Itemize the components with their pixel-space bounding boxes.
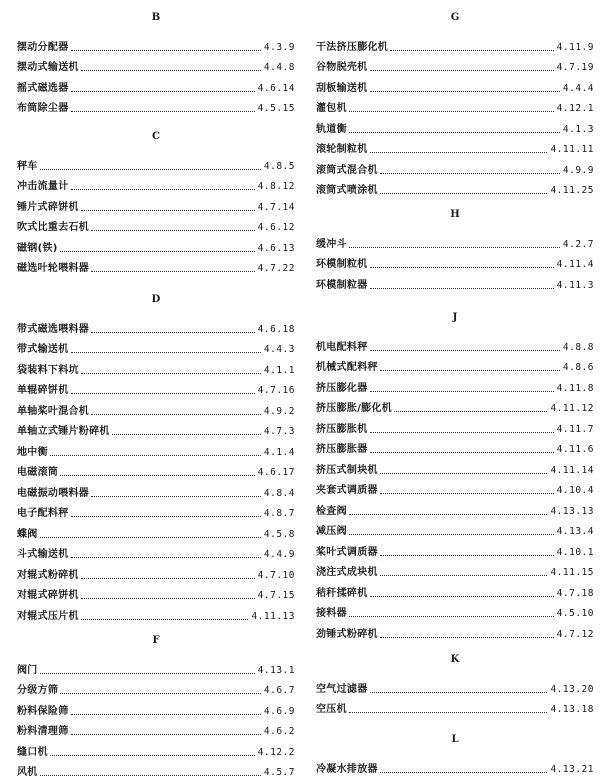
entry-term: 阀门 <box>17 664 38 676</box>
entry-term: 挤压膨化器 <box>316 382 368 394</box>
dot-leader <box>370 452 554 453</box>
entry-term: 带式输送机 <box>17 344 69 355</box>
dot-leader <box>71 393 255 394</box>
dot-leader <box>370 152 548 153</box>
entry-section-number: 4.13.4 <box>556 526 594 537</box>
index-entry <box>17 656 295 677</box>
entry-section-number: 4.8.6 <box>562 362 594 373</box>
dot-leader <box>380 575 548 576</box>
entry-term: 对辊式碎饼机 <box>17 590 79 601</box>
entry-term: 环模制粒器 <box>316 279 368 291</box>
entry-section-number: 4.1.1 <box>263 364 295 376</box>
entry-section-number: 4.6.14 <box>257 82 295 94</box>
index-section-l <box>316 733 594 776</box>
index-entry <box>17 173 295 194</box>
entry-term: 对辊式压片机 <box>17 610 79 622</box>
entry-term: 检查阀 <box>316 505 347 517</box>
dot-leader <box>81 598 255 599</box>
entry-section-number: 4.4.4 <box>562 82 594 94</box>
entry-term: 缓冲斗 <box>316 238 347 250</box>
dot-leader <box>71 50 261 51</box>
index-entry <box>316 95 594 116</box>
index-entry <box>17 759 295 780</box>
entry-term: 电磁振动喂料器 <box>17 487 90 499</box>
entry-term: 袋装料下料坑 <box>17 364 79 376</box>
dot-leader <box>380 193 548 194</box>
index-entry <box>316 675 594 696</box>
dot-leader <box>50 755 255 756</box>
entry-section-number: 4.11.12 <box>550 403 594 414</box>
entry-term: 挤压膨胀器 <box>316 444 368 455</box>
index-entry <box>17 152 295 173</box>
entry-term: 秤车 <box>17 160 38 172</box>
entry-section-number: 4.6.13 <box>257 242 295 254</box>
dot-leader <box>91 230 255 231</box>
index-entry <box>17 54 295 75</box>
entry-term: 电磁滚筒 <box>17 467 59 478</box>
dot-leader <box>81 70 261 71</box>
entry-term: 蝶阀 <box>17 528 38 540</box>
entry-term: 挤压膨胀/膨化机 <box>316 403 393 414</box>
entry-term: 滚筒式喷涂机 <box>316 185 378 196</box>
dot-leader <box>349 712 548 713</box>
index-section-b <box>17 11 295 115</box>
index-entry <box>17 315 295 336</box>
entry-section-number: 4.7.12 <box>556 628 594 640</box>
entry-section-number: 4.12.2 <box>257 746 295 758</box>
index-entry <box>17 95 295 116</box>
entry-section-number: 4.11.4 <box>556 259 594 270</box>
index-entry <box>316 456 594 477</box>
index-entry <box>17 193 295 214</box>
index-entry <box>316 251 594 272</box>
entry-section-number: 4.7.22 <box>257 263 295 274</box>
dot-leader <box>40 169 261 170</box>
entry-section-number: 4.9.9 <box>562 164 594 176</box>
dot-leader <box>349 111 554 112</box>
section-letter-heading: J <box>452 312 458 323</box>
entry-term: 秸秆揉碎机 <box>316 587 368 599</box>
dot-leader <box>380 555 554 556</box>
index-entry <box>316 755 594 776</box>
dot-leader <box>370 288 554 289</box>
dot-leader <box>380 173 560 174</box>
index-section-c <box>17 130 295 275</box>
index-entry <box>316 271 594 292</box>
entry-section-number: 4.6.7 <box>263 685 295 696</box>
dot-leader <box>40 537 261 538</box>
entry-term: 冲击流量计 <box>17 181 69 192</box>
index-section-k <box>316 653 594 716</box>
entry-term: 机电配料秤 <box>316 341 368 353</box>
dot-leader <box>394 411 547 412</box>
dot-leader <box>60 251 255 252</box>
entry-section-number: 4.5.8 <box>263 528 295 540</box>
dot-leader <box>71 557 261 558</box>
index-entry <box>316 518 594 539</box>
dot-leader <box>71 91 255 92</box>
dot-leader <box>380 473 548 474</box>
index-entry <box>316 600 594 621</box>
entry-section-number: 4.7.16 <box>257 385 295 396</box>
index-entry <box>316 54 594 75</box>
entry-section-number: 4.3.9 <box>263 41 295 53</box>
entry-term: 粉料保险筛 <box>17 705 69 717</box>
entry-term: 灌包机 <box>316 103 347 114</box>
entry-term: 桨叶式调质器 <box>316 546 378 558</box>
entry-term: 接料器 <box>316 608 347 619</box>
index-entry <box>316 136 594 157</box>
dot-leader <box>40 673 255 674</box>
entry-term: 磁选叶轮喂料器 <box>17 263 90 274</box>
dot-leader <box>370 350 560 351</box>
entry-section-number: 4.11.15 <box>550 567 594 578</box>
index-entry <box>316 74 594 95</box>
dot-leader <box>349 514 548 515</box>
entry-term: 减压阀 <box>316 526 347 537</box>
entry-term: 磁钢(铁) <box>17 242 58 254</box>
dot-leader <box>349 616 554 617</box>
entry-term: 挤压式制块机 <box>316 464 378 476</box>
entry-section-number: 4.1.4 <box>263 446 295 458</box>
entry-term: 对辊式粉碎机 <box>17 569 79 581</box>
entry-section-number: 4.12.1 <box>556 103 594 114</box>
entry-section-number: 4.11.13 <box>251 610 295 622</box>
section-letter-heading: C <box>152 131 160 142</box>
entry-term: 空气过滤器 <box>316 683 368 695</box>
entry-term: 干法挤压膨化机 <box>316 41 389 53</box>
dot-leader <box>60 475 254 476</box>
index-entry <box>17 459 295 480</box>
entry-term: 带式磁选喂料器 <box>17 323 90 335</box>
entry-section-number: 4.6.2 <box>263 726 295 737</box>
index-entry <box>316 156 594 177</box>
index-entry <box>17 336 295 357</box>
index-section-d <box>17 293 295 623</box>
entry-section-number: 4.11.14 <box>550 464 594 476</box>
dot-leader <box>81 578 255 579</box>
section-letter-heading: H <box>450 209 460 220</box>
entry-term: 摆动分配器 <box>17 41 69 53</box>
index-entry <box>316 230 594 251</box>
index-entry <box>17 377 295 398</box>
entry-term: 电子配料秤 <box>17 508 69 519</box>
entry-term: 地中衡 <box>17 446 48 458</box>
index-entry <box>17 677 295 698</box>
entry-section-number: 4.5.10 <box>556 608 594 619</box>
dot-leader <box>380 772 548 773</box>
entry-term: 滚轮制粒机 <box>316 144 368 155</box>
entry-term: 谷物脱壳机 <box>316 62 368 73</box>
dot-leader <box>380 370 560 371</box>
entry-term: 挤压膨胀机 <box>316 423 368 435</box>
index-entry <box>17 561 295 582</box>
index-entry <box>17 356 295 377</box>
dot-leader <box>71 516 261 517</box>
section-letter-heading: D <box>151 294 161 305</box>
entry-term: 斗式输送机 <box>17 549 69 560</box>
index-entry <box>17 738 295 759</box>
entry-section-number: 4.6.9 <box>263 705 295 717</box>
index-entry <box>17 397 295 418</box>
index-entry <box>316 333 594 354</box>
index-entry <box>17 33 295 54</box>
entry-section-number: 4.7.19 <box>556 62 594 73</box>
entry-term: 轨道衡 <box>316 123 347 135</box>
section-letter-heading: B <box>151 12 161 23</box>
dot-leader <box>40 775 261 776</box>
dot-leader <box>370 692 548 693</box>
entry-section-number: 4.10.4 <box>556 485 594 496</box>
entry-term: 风机 <box>17 767 38 778</box>
index-entry <box>17 418 295 439</box>
index-entry <box>17 500 295 521</box>
entry-term: 机械式配料秤 <box>316 362 378 373</box>
entry-section-number: 4.8.8 <box>562 341 594 353</box>
entry-term: 单辊碎饼机 <box>17 385 69 396</box>
dot-leader <box>91 496 261 497</box>
section-letter-heading: G <box>450 12 460 23</box>
index-section-g <box>316 11 594 197</box>
index-entry <box>316 696 594 717</box>
entry-section-number: 4.4.9 <box>263 549 295 560</box>
entry-section-number: 4.2.7 <box>562 238 594 250</box>
index-entry <box>316 395 594 416</box>
entry-term: 冷凝水排放器 <box>316 763 378 775</box>
entry-section-number: 4.9.2 <box>263 405 295 417</box>
entry-term: 夹套式调质器 <box>316 485 378 496</box>
entry-term: 环模制粒机 <box>316 259 368 270</box>
entry-section-number: 4.6.17 <box>257 467 295 478</box>
entry-term: 缝口机 <box>17 746 48 758</box>
index-entry <box>17 214 295 235</box>
entry-section-number: 4.11.25 <box>550 185 594 196</box>
index-entry <box>17 438 295 459</box>
index-entry <box>17 602 295 623</box>
entry-section-number: 4.11.8 <box>556 382 594 394</box>
entry-term: 单轴桨叶混合机 <box>17 405 90 417</box>
entry-section-number: 4.8.12 <box>257 181 295 192</box>
index-entry <box>316 497 594 518</box>
entry-term: 粉料清理筛 <box>17 726 69 737</box>
entry-term: 摆动式输送机 <box>17 62 79 73</box>
entry-section-number: 4.8.7 <box>263 508 295 519</box>
dot-leader <box>380 493 554 494</box>
entry-section-number: 4.10.1 <box>556 546 594 558</box>
dot-leader <box>349 132 560 133</box>
entry-section-number: 4.6.12 <box>257 222 295 233</box>
dot-leader <box>370 70 554 71</box>
entry-section-number: 4.7.18 <box>556 587 594 599</box>
index-entry <box>316 415 594 436</box>
index-entry <box>17 234 295 255</box>
dot-leader <box>370 432 554 433</box>
dot-leader <box>349 534 554 535</box>
entry-section-number: 4.11.9 <box>556 41 594 53</box>
entry-section-number: 4.1.3 <box>562 123 594 135</box>
dot-leader <box>60 693 261 694</box>
entry-section-number: 4.5.15 <box>257 103 295 114</box>
section-letter-heading: F <box>152 635 160 646</box>
dot-leader <box>81 210 255 211</box>
index-entry <box>316 436 594 457</box>
entry-section-number: 4.7.10 <box>257 569 295 581</box>
entry-section-number: 4.13.21 <box>550 763 594 775</box>
entry-section-number: 4.5.7 <box>263 767 295 778</box>
dot-leader <box>91 271 255 272</box>
index-entry <box>316 579 594 600</box>
entry-term: 吹式比重去石机 <box>17 222 90 233</box>
section-letter-heading: L <box>451 734 459 745</box>
dot-leader <box>112 434 261 435</box>
dot-leader <box>71 111 255 112</box>
dot-leader <box>71 352 261 353</box>
index-entry <box>316 33 594 54</box>
entry-section-number: 4.11.7 <box>556 423 594 435</box>
index-entry <box>316 115 594 136</box>
dot-leader <box>349 247 560 248</box>
entry-term: 劲锤式粉碎机 <box>316 628 378 640</box>
index-entry <box>17 255 295 276</box>
entry-section-number: 4.13.18 <box>550 704 594 715</box>
entry-section-number: 4.8.5 <box>263 160 295 172</box>
index-entry <box>17 74 295 95</box>
dot-leader <box>91 332 255 333</box>
index-entry <box>17 718 295 739</box>
entry-section-number: 4.13.20 <box>550 683 594 695</box>
section-letter-heading: K <box>450 654 460 665</box>
entry-section-number: 4.4.8 <box>263 62 295 73</box>
dot-leader <box>50 455 261 456</box>
dot-leader <box>71 189 255 190</box>
dot-leader <box>390 50 554 51</box>
entry-term: 滚筒式混合机 <box>316 164 378 176</box>
entry-term: 刮板输送机 <box>316 82 368 94</box>
entry-section-number: 4.7.3 <box>263 426 295 437</box>
entry-section-number: 4.11.3 <box>556 279 594 291</box>
entry-section-number: 4.11.11 <box>550 144 594 155</box>
index-section-h <box>316 208 594 292</box>
index-section-j <box>316 311 594 641</box>
index-entry <box>316 538 594 559</box>
entry-section-number: 4.7.14 <box>257 201 295 213</box>
index-entry <box>17 541 295 562</box>
entry-term: 分级方筛 <box>17 685 59 696</box>
index-entry <box>316 620 594 641</box>
dot-leader <box>380 637 554 638</box>
index-entry <box>17 697 295 718</box>
entry-section-number: 4.8.4 <box>263 487 295 499</box>
index-entry <box>316 559 594 580</box>
entry-section-number: 4.11.6 <box>556 444 594 455</box>
entry-term: 浇注式成块机 <box>316 567 378 578</box>
entry-section-number: 4.4.3 <box>263 344 295 355</box>
index-entry <box>17 520 295 541</box>
entry-section-number: 4.6.18 <box>257 323 295 335</box>
entry-section-number: 4.7.15 <box>257 590 295 601</box>
dot-leader <box>370 596 554 597</box>
index-entry <box>316 177 594 198</box>
entry-term: 单轴立式锤片粉碎机 <box>17 426 110 437</box>
entry-term: 锤片式碎饼机 <box>17 201 79 213</box>
index-entry <box>316 477 594 498</box>
index-entry <box>316 354 594 375</box>
entry-section-number: 4.13.13 <box>550 505 594 517</box>
dot-leader <box>370 91 560 92</box>
dot-leader <box>71 734 261 735</box>
entry-section-number: 4.13.1 <box>257 664 295 676</box>
entry-term: 空压机 <box>316 704 347 715</box>
dot-leader <box>81 619 249 620</box>
index-entry <box>316 374 594 395</box>
dot-leader <box>91 414 261 415</box>
dot-leader <box>370 391 554 392</box>
index-entry <box>17 582 295 603</box>
dot-leader <box>71 714 261 715</box>
dot-leader <box>81 373 261 374</box>
entry-term: 布筒除尘器 <box>17 103 69 114</box>
dot-leader <box>370 267 554 268</box>
entry-term: 摇式磁选器 <box>17 82 69 94</box>
index-entry <box>17 479 295 500</box>
index-section-f <box>17 634 295 779</box>
